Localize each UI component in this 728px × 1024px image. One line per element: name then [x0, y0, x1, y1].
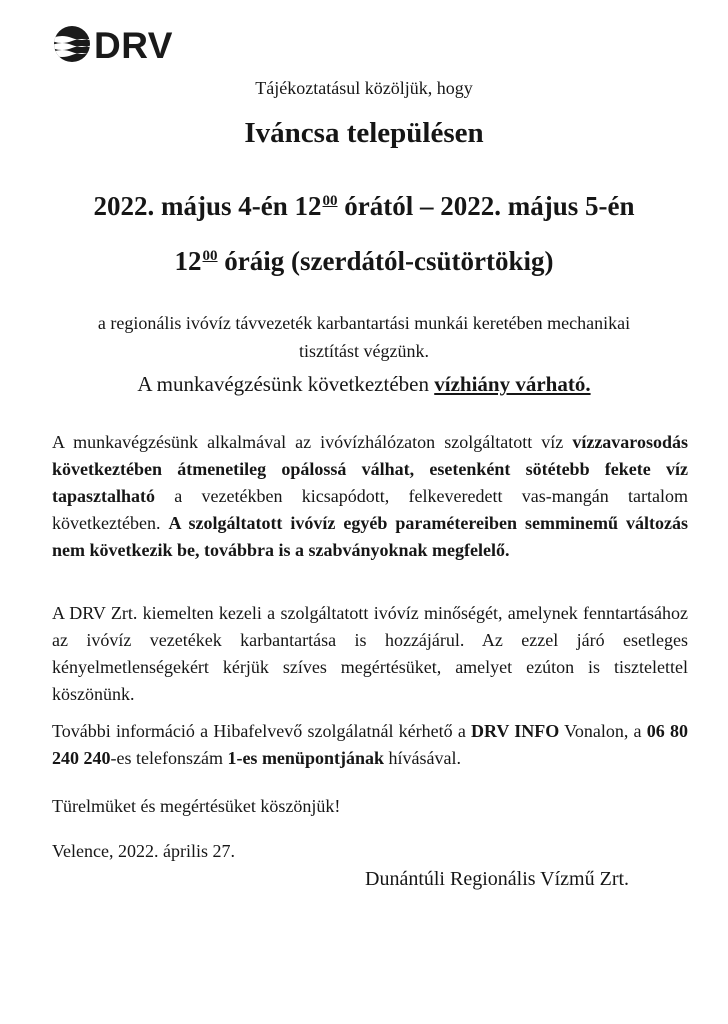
logo-text: DRV [94, 25, 173, 66]
date-line-1-minutes: 00 [322, 193, 338, 209]
p3-text-3: -es telefonszám [110, 748, 228, 768]
drv-info-line: DRV INFO [471, 721, 560, 741]
date-line-2-start: 12 [174, 246, 202, 276]
drv-waves-logo-icon [52, 24, 92, 64]
p1-text-1: A munkavégzésünk alkalmával az ivóvízhálózaton szolgáltatott víz [52, 432, 573, 452]
phone-number: 06 80 240 240 [52, 721, 688, 768]
date-line-1-end: órától – 2022. május 5-én [337, 191, 635, 221]
drv-logo [52, 24, 202, 68]
notice-emphasis: vízhiány várható. [434, 372, 591, 396]
menu-option: 1-es menüpontjának [227, 748, 384, 768]
p3-text-2: Vonalon, a [559, 721, 647, 741]
date-line-2-end: óráig (szerdától-csütörtökig) [217, 246, 554, 276]
subtitle: a regionális ivóvíz távvezeték karbantartási munkái keretében mechanikai tisztítást végzünk. [97, 313, 631, 361]
page-title: Iváncsa településen [244, 117, 484, 149]
paragraph-thanks: Türelmüket és megértésüket köszönjük! [52, 796, 341, 816]
p1-text-2: a vezetékben kicsapódott, felkeveredett vas-mangán tartalom következtében. [52, 486, 688, 533]
paragraph-contact-info [52, 718, 688, 772]
p1-bold-1: vízzavarosodás következtében átmenetileg opálossá válhat, esetenként sötétebb fekete víz tapasztalható [52, 432, 688, 506]
date-line-1-start: 2022. május 4-én 12 [93, 191, 322, 221]
signature: Dunántúli Regionális Vízmű Zrt. [365, 868, 630, 890]
water-shortage-notice [0, 372, 728, 397]
paragraph-water-quality [52, 429, 688, 564]
notice-text: A munkavégzésünk következtében [137, 372, 435, 396]
intro-text: Tájékoztatásul közöljük, hogy [255, 78, 473, 98]
date-line-2 [0, 246, 728, 277]
date-line-1 [0, 191, 728, 222]
date-line-2-minutes: 00 [202, 248, 218, 264]
p3-text-4: hívásával. [383, 748, 461, 768]
paragraph-company-statement: A DRV Zrt. kiemelten kezeli a szolgáltatott ivóvíz minőségét, amelynek fenntartásához az ivóvíz vezetékek karbantartása is hozzájárul. Az ezzel járó esetleges kényelmetlenségekért kérjük szíves megértésüket, amelyet ezúton is tisztelettel köszönünk. [52, 603, 688, 704]
place-and-date: Velence, 2022. április 27. [52, 841, 235, 861]
p3-text-1: További információ a Hibafelvevő szolgálatnál kérhető a [52, 721, 472, 741]
p1-bold-2: A szolgáltatott ivóvíz egyéb paramétereiben semminemű változás nem következik be, továbbra is a szabványoknak megfelelő. [52, 513, 688, 560]
